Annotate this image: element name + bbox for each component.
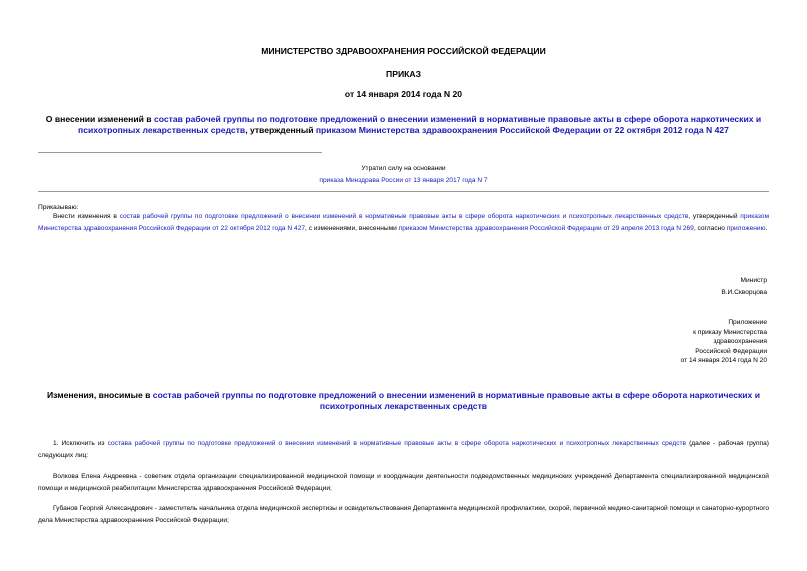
p1-link-order-269[interactable]: приказом Министерства здравоохранения Российской Федерации от 29 апреля 2013 года N 269 [398,225,694,232]
p1-end: . [765,225,768,232]
lost-force-basis-link[interactable]: приказа Минздрава России от 13 января 2017 года N 7 [319,177,488,184]
item1-link-composition[interactable]: состава рабочей группы по подготовке предложений о внесении изменений в нормативные правовые акты в сфере оборота наркотических и психотропных лекарственных средств [107,440,687,447]
changes-title-prefix: Изменения, вносимые в [46,390,153,400]
document-title [38,114,769,136]
changes-person-1: Волкова Елена Андреевна - советник отдела организации специализированной медицинской помощи и координации деятельности подведомственных медицинских учреждений Департамента специализированной медицинской помощи и медицинской реабилитации Министерства здравоохранения Российской Федерации; [38,473,769,492]
title-prefix: О внесении изменений в [45,114,154,124]
title-link-order-427[interactable]: приказом Министерства здравоохранения Российской Федерации от 22 октября 2012 года N 427 [315,125,729,135]
p1-link-order-427[interactable]: приказом Министерства здравоохранения Российской Федерации от 22 октября 2012 года N 427 [38,213,769,232]
order-lead: Приказываю: [38,204,79,211]
changes-title-link[interactable]: состав рабочей группы по подготовке предложений о внесении изменений в нормативные правовые акты в сфере оборота наркотических и психотропных лекарственных средств [152,390,761,411]
doc-type: ПРИКАЗ [386,69,421,79]
appendix-block [681,318,767,366]
item1-end: (далее - рабочая группа) следующих лиц: [38,440,769,459]
signature-position: Министр [740,277,767,284]
title-mid: , утвержденный [245,125,316,135]
title-link-composition[interactable]: состав рабочей группы по подготовке предложений о внесении изменений в нормативные правовые акты в сфере оборота наркотических и психотропных лекарственных средств [78,114,762,135]
changes-person-2: Губанов Георгий Александрович - заместитель начальника отдела медицинской экспертизы и освидетельствования Департамента медицинской профилактики, скорой, первичной медико-санитарной помощи и санаторно-курортного дела Министерства здравоохранения Российской Федерации; [38,505,769,524]
changes-item-1 [38,438,769,462]
changes-title [38,390,769,412]
order-paragraph [38,211,769,235]
appendix-line3: здравоохранения [713,338,767,346]
p1-mid3: , согласно [693,225,727,232]
appendix-line2: к приказу Министерства [693,328,767,336]
item1-prefix: 1. Исключить из [53,440,108,447]
signature-name: В.И.Скворцова [721,288,767,296]
ministry-name: МИНИСТЕРСТВО ЗДРАВООХРАНЕНИЯ РОССИЙСКОЙ ФЕДЕРАЦИИ [261,46,546,56]
appendix-line4: Российской Федерации [695,347,767,355]
appendix-line5: от 14 января 2014 года N 20 [680,357,767,365]
lost-force-label: Утратил силу на основании [361,165,446,172]
appendix-label: Приложение [728,319,767,326]
signature-block [721,276,767,297]
divider-top [38,152,322,153]
doc-date: от 14 января 2014 года N 20 [344,89,463,99]
p1-link-appendix[interactable]: приложению [726,225,766,232]
p1-mid1: , утвержденный [688,213,741,220]
divider-bottom [38,191,769,192]
p1-prefix: Внести изменения в [53,213,120,220]
p1-link-composition[interactable]: состав рабочей группы по подготовке предложений о внесении изменений в нормативные правовые акты в сфере оборота наркотических и психотропных лекарственных средств [119,213,689,220]
p1-mid2: , с изменениями, внесенными [305,225,399,232]
